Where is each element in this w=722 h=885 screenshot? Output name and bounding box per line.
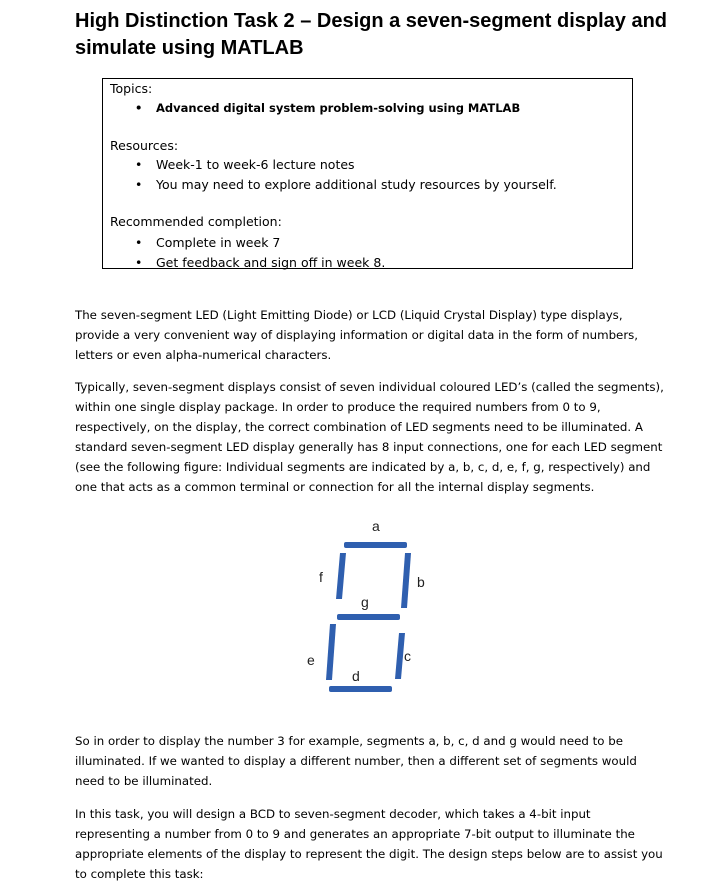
list-item: • Get feedback and sign off in week 8.	[135, 255, 386, 270]
completion-list	[103, 233, 385, 273]
list-item: • You may need to explore additional study resources by yourself.	[135, 177, 557, 192]
topics-heading: Topics:	[110, 81, 153, 96]
completion-heading: Recommended completion:	[110, 214, 282, 229]
label-c: c	[404, 648, 411, 664]
resources-heading: Resources:	[110, 138, 179, 153]
list-item: • Week-1 to week-6 lecture notes	[135, 157, 355, 172]
page-title: High Distinction Task 2 – Design a seven-segment display and simulate using MATLAB	[75, 10, 668, 59]
task-paragraph: In this task, you will design a BCD to seven-segment decoder, which takes a 4-bit input representing a number from 0 to 9 and generates an appropriate 7-bit output to illuminate the appropriate elements of the display to represent the digit. The design steps below are to assist you to complete this task:	[75, 807, 663, 881]
label-g: g	[361, 594, 369, 610]
topics-list	[103, 98, 520, 118]
segment-shapes	[326, 542, 411, 692]
segment-a	[344, 542, 407, 548]
segment-f	[336, 553, 346, 599]
segment-d	[329, 686, 392, 692]
list-item: • Complete in week 7	[135, 235, 281, 250]
task-info-box	[102, 78, 633, 269]
label-d: d	[352, 668, 360, 684]
label-b: b	[417, 574, 425, 590]
segment-b	[401, 553, 411, 608]
seven-segment-figure	[295, 512, 445, 702]
resources-list	[103, 155, 557, 195]
example-paragraph: So in order to display the number 3 for example, segments a, b, c, d and g would need to be illuminated. If we wanted to display a different number, then a different set of segments would need to be illuminated.	[75, 734, 637, 788]
segment-g	[337, 614, 400, 620]
label-f: f	[319, 569, 323, 585]
segments-paragraph: Typically, seven-segment displays consist of seven individual coloured LED’s (called the segments), within one single display package. In order to produce the required numbers from 0 to 9, respectively, on the display, the correct combination of LED segments need to be illuminated. A standard seven-segment LED display generally has 8 input connections, one for each LED segment (see the following figure: Individual segments are indicated by a, b, c, d, e, f, g, respectively) and one that acts as a common terminal or connection for all the internal display segments.	[75, 380, 664, 494]
label-e: e	[307, 652, 315, 668]
intro-paragraph: The seven-segment LED (Light Emitting Diode) or LCD (Liquid Crystal Display) type displays, provide a very convenient way of displaying information or digital data in the form of numbers, letters or even alpha-numerical characters.	[75, 308, 639, 362]
list-item: • Advanced digital system problem-solving using MATLAB	[135, 101, 521, 115]
segment-e	[326, 624, 336, 680]
label-a: a	[372, 518, 380, 534]
